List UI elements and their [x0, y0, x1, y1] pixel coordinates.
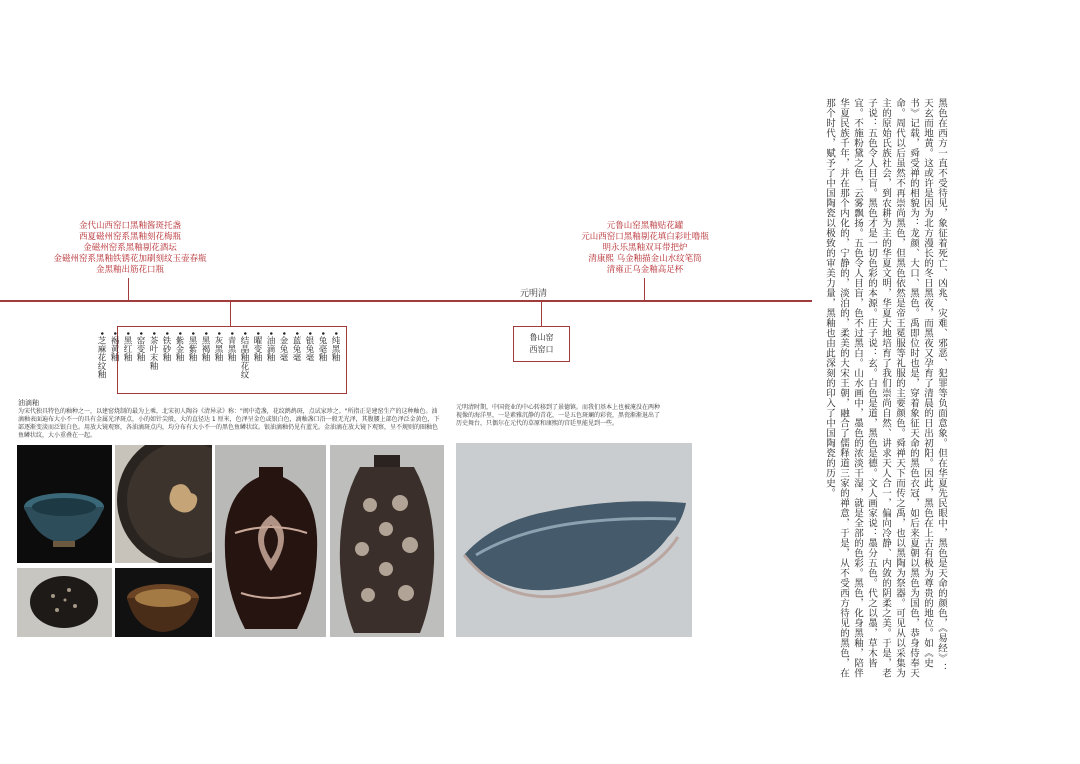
timeline-axis	[0, 300, 812, 302]
yuan-ming-text: 元明清时期，中国瓷业的中心转移到了景德镇。而我们基本上也被淹没在两种视像的海洋里，一是素雅沉静的青花，一是五色斑斓的彩瓷，黑瓷渐渐退出了历史舞台，只偶尔在元代的草原和康熙的宫廷里能见到一些。	[456, 404, 661, 427]
list-item: 清雍正乌金釉高足杯	[606, 265, 684, 275]
glaze-type: • 黑红釉	[122, 331, 132, 379]
list-item: 金黑釉出筋花口瓶	[95, 265, 164, 275]
glaze-type: • 芝麻花纹釉	[96, 331, 106, 379]
glaze-type: • 紫金釉	[174, 331, 184, 379]
glaze-type: • 褐黄釉	[109, 331, 119, 379]
list-item: 元鲁山窑黑釉贴花罐	[606, 221, 684, 231]
glaze-type: • 纯黑釉	[330, 331, 340, 379]
leaf-shaped-dish-photo	[456, 443, 692, 637]
timeline-tick-left-down	[230, 302, 231, 326]
glaze-type: • 蓝兔毫	[291, 331, 301, 379]
yuan-ming-qing-list	[560, 221, 730, 276]
glaze-type: • 铁砂釉	[161, 331, 171, 379]
glaze-type: • 曜变釉	[252, 331, 262, 379]
list-item: 元山西窑口黑釉剔花填白彩吐噜瓶	[581, 232, 709, 242]
oil-spot-section	[18, 399, 443, 440]
glaze-type: • 银兔毫	[304, 331, 314, 379]
era-label: 元明清	[520, 289, 548, 299]
glaze-type: • 青黑釉	[226, 331, 236, 379]
oil-spot-title: 油滴釉	[18, 399, 39, 407]
glaze-types-box	[96, 326, 347, 394]
kiln-box	[513, 326, 570, 362]
glaze-type: • 灰黑釉	[213, 331, 223, 379]
glaze-types-columns	[96, 327, 346, 383]
list-item: 金代山西窑口黑釉酱斑托盏	[78, 221, 181, 231]
small-speckled-bowl-photo	[17, 568, 112, 637]
list-item: 清康熙 乌金釉描金山水纹笔筒	[588, 254, 702, 264]
kiln-name: 西窑口	[529, 345, 554, 354]
list-item: 明永乐黑釉双耳带把炉	[602, 243, 688, 253]
carved-black-vase-photo	[215, 445, 326, 637]
kiln-name: 鲁山窑	[529, 333, 554, 342]
glaze-type: • 茶叶末釉	[148, 331, 158, 379]
gold-spotted-bowl-photo	[115, 568, 212, 637]
floral-jar-photo	[330, 445, 444, 637]
timeline-tick-right-down	[541, 302, 542, 326]
flower-bowl-detail-photo	[115, 445, 212, 563]
oil-spot-bowl-photo	[17, 445, 112, 563]
list-item: 金磁州窑系黑釉剔花酒坛	[83, 243, 177, 253]
glaze-type: • 油滴釉	[265, 331, 275, 379]
timeline-tick-left-up	[128, 278, 129, 300]
oil-spot-text: 为宋代独具特色的釉种之一，以建窑烧制的最为上乘，北宋初人陶谷《清异录》称："闽中造盏，花纹鹧鸪斑，点试家珍之。"所指正是建窑生产的这种釉色。油滴釉表面遍布大小不一的具有金属光泽斑点，小的如针尖般，大的直径达 1 厘米，色泽呈金色或银白色，滴釉盏口沿一般无光泽，其腹腰上部色泽泛金黄色，下部逐渐变淡而泛银白色。用放大镜观察，各油滴斑点内，均分布有大小不一的黑色鱼鳞状纹。银油滴釉仍见有蓝光。金油滴在放大镜下观察，呈不规则的圈釉色鱼鳞状纹，大小重叠在一起。	[18, 408, 440, 439]
glaze-type: • 结晶釉花纹	[239, 331, 249, 379]
jin-dynasty-list	[40, 221, 220, 276]
list-item: 西夏磁州窑系黑釉刻花梅瓶	[78, 232, 181, 242]
glaze-type: • 黑褐釉	[200, 331, 210, 379]
glaze-type: • 窑变釉	[135, 331, 145, 379]
glaze-type: • 黑紫釉	[187, 331, 197, 379]
timeline-tick-right-up	[644, 278, 645, 300]
essay-vertical-text: 黑色在西方一直不受待见，象征着死亡、凶兆、灾难、邪恶、犯罪等负面意象。但在华夏先民眼中，黑色是天命的颜色，《易经》：天玄而地黄。这或许是因为北方漫长的冬日黑夜，而黑夜又孕育了清晨的日出初阳。因此，黑色在上古有极为尊贵的地位。如《史书》记载，舜受禅的相貌为：龙颜、大口、黑色。禹即位时也是，穿着象征天命的黑色衣冠，如后来夏朝以黑色为国色，恭身侍奉天命。周代以后虽然不再崇尚黑色，但黑色依然是帝王冕服等礼服的主要颜色。舜禅天下而传之禹，也以黑陶为祭器。可见从以采集为主的原始氏族社会，到农耕为主的华夏文明，华夏大地培育了我们崇尚自然、讲求天人合一，偏向冷静、内敛的阴柔之美。于是，老子说：五色令人目盲。黑色才是一切色彩的本源。庄子说：玄。白色是道，黑色是德。文人画家说：墨分五色。代之以墨，草木皆宜。不施粉黛之色，云雾飘扬。五色令人目盲，色不过黑白。山水画中，墨色的浓淡干湿，就是全部的色彩。黑色，化身黑釉，陪伴华夏民族千年，并在那个内化的，宁静的，淡泊的，柔美的大宋王朝，融合了儒释道三家的禅意，于是，从不受西方待见的黑色，在那个时代，赋予了中国陶瓷以极致的审美力量，黑釉也由此深刻的印入了中国陶瓷的历史。	[824, 98, 947, 678]
glaze-type: • 金兔毫	[278, 331, 288, 379]
glaze-type: • 兔毫釉	[317, 331, 327, 379]
list-item: 金磁州窑系黑釉铁锈花加刷刻纹玉壶春瓶	[53, 254, 207, 264]
